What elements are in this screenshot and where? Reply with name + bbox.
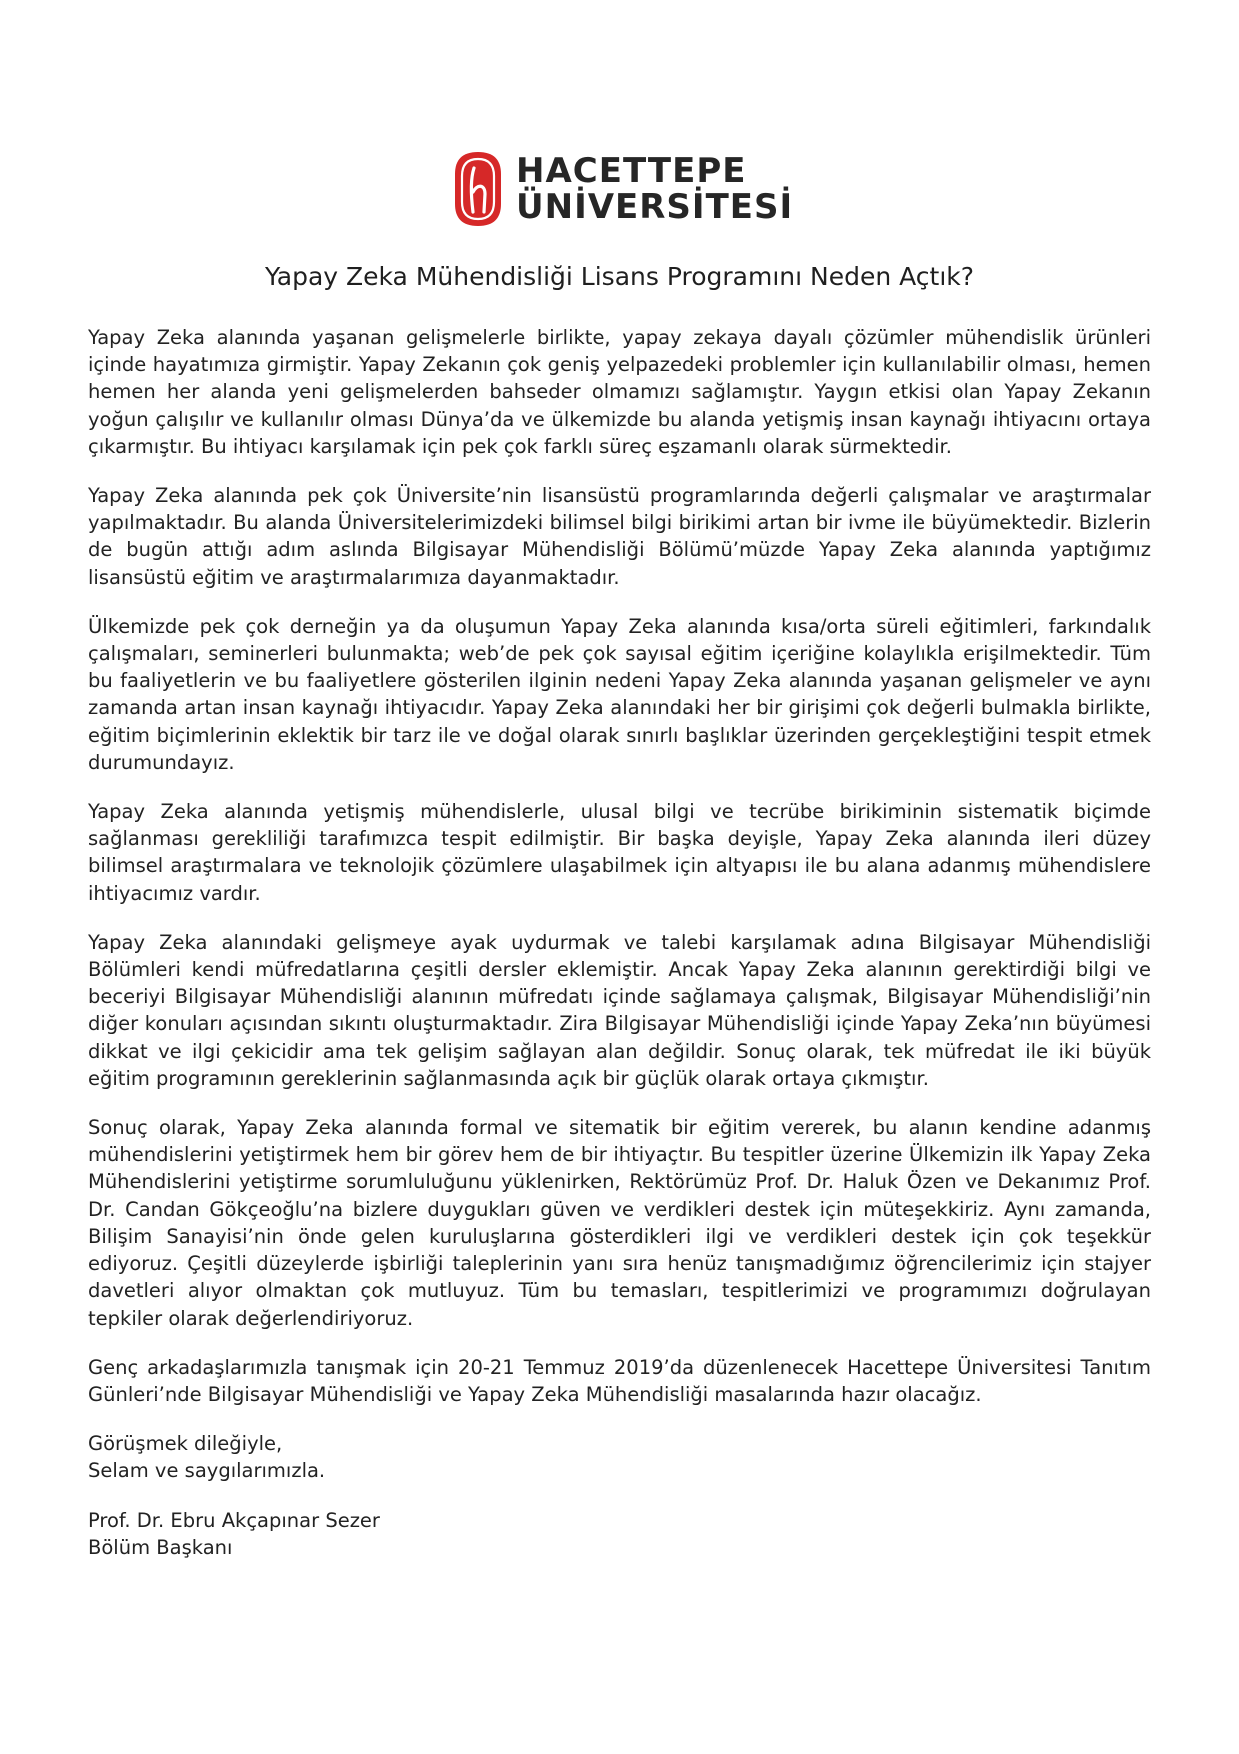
logo-line-1: HACETTEPE xyxy=(516,151,747,191)
paragraph: Genç arkadaşlarımızla tanışmak için 20-21 Temmuz 2019’da düzenlenecek Hacettepe Üniversitesi Tanıtım Günleri’nde Bilgisayar Mühendisliği ve Yapay Zeka Mühendisliği masalarında hazır olacağız. xyxy=(88,1355,1151,1406)
logo-line-2: ÜNİVERSİTESİ xyxy=(516,187,794,227)
paragraph: Yapay Zeka alanında yetişmiş mühendislerle, ulusal bilgi ve tecrübe birikiminin sistematik biçimde sağlanması gerekliliği tarafımızca tespit edilmiştir. Bir başka deyişle, Yapay Zeka alanında ileri düzey bilimsel araştırmalara ve teknolojik çözümlere ulaşabilmek için altyapısı ile bu alana adanmış mühendislere ihtiyacımız vardır. xyxy=(88,800,1151,905)
closing xyxy=(88,1430,1151,1484)
paragraph: Sonuç olarak, Yapay Zeka alanında formal ve sitematik bir eğitim vererek, bu alanın kendine adanmış mühendislerini yetiştirmek hem bir görev hem de bir ihtiyaçtır. Bu tespitler üzerine Ülkemizin ilk Yapay Zeka Mühendislerini yetiştirme sorumluluğunu yüklenirken, Rektörümüz Prof. Dr. Haluk Özen ve Dekanımız Prof. Dr. Candan Gökçeoğlu’na bizlere duygukları güven ve verdikleri destek için müteşekkiriz. Aynı zamanda, Bilişim Sanayisi’nin önde gelen kuruluşlarına gösterdikleri ilgi ve verdikleri destek için çok teşekkür ediyoruz. Çeşitli düzeylerde işbirliği taleplerinin yanı sıra henüz tanışmadığımız öğrencilerimiz için stajyer davetleri alıyor olmaktan çok mutluyuz. Tüm bu temasları, tespitlerimizi ve programımızı doğrulayan tepkiler olarak değerlendiriyoruz. xyxy=(88,1116,1151,1330)
paragraph: Yapay Zeka alanında pek çok Üniversite’nin lisansüstü programlarında değerli çalışmalar ve araştırmalar yapılmaktadır. Bu alanda Üniversitelerimizdeki bilimsel bilgi birikimi artan bir ivme ile büyümektedir. Bizlerin de bugün attığı adım aslında Bilgisayar Mühendisliği Bölümü’müzde Yapay Zeka alanında yaptığımız lisansüstü eğitim ve araştırmalarımıza dayanmaktadır. xyxy=(88,484,1151,589)
paragraph: Yapay Zeka alanında yaşanan gelişmelerle birlikte, yapay zekaya dayalı çözümler mühendislik ürünleri içinde hayatımıza girmiştir. Yapay Zekanın çok geniş yelpazedeki problemler için kullanılabilir olması, hemen hemen her alanda yeni gelişmelerden bahseder olmamızı sağlamıştır. Yaygın etkisi olan Yapay Zekanın yoğun çalışılır ve kullanılır olması Dünya’da ve ülkemizde bu alanda yetişmiş insan kaynağı ihtiyacını ortaya çıkarmıştır. Bu ihtiyacı karşılamak için pek çok farklı süreç eşzamanlı olarak sürmektedir. xyxy=(88,326,1151,458)
hacettepe-emblem-icon xyxy=(452,150,504,228)
university-logo xyxy=(452,150,793,228)
signature-name: Prof. Dr. Ebru Akçapınar Sezer xyxy=(88,1508,380,1532)
logo-text xyxy=(516,153,793,225)
paragraph: Ülkemizde pek çok derneğin ya da oluşumun Yapay Zeka alanında kısa/orta süreli eğitimleri, farkındalık çalışmaları, seminerleri bulunmakta; web’de pek çok sayısal eğitim içeriğine kolaylıkla erişilmektedir. Tüm bu faaliyetlerin ve bu faaliyetlere gösterilen ilginin nedeni Yapay Zeka alanında yaşanan gelişmeler ve aynı zamanda artan insan kaynağı ihtiyacıdır. Yapay Zeka alanındaki her bir girişimi çok değerli bulmakla birlikte, eğitim biçimlerinin eklektik bir tarz ile ve doğal olarak sınırlı başlıklar üzerinden gerçekleştiğini tespit etmek durumundayız. xyxy=(88,614,1151,774)
closing-line-2: Selam ve saygılarımızla. xyxy=(88,1459,326,1483)
paragraph: Yapay Zeka alanındaki gelişmeye ayak uydurmak ve talebi karşılamak adına Bilgisayar Mühendisliği Bölümleri kendi müfredatlarına çeşitli dersler eklemiştir. Ancak Yapay Zeka alanının gerektirdiği bilgi ve beceriyi Bilgisayar Mühendisliği alanının müfredatı içinde sağlamaya çalışmak, Bilgisayar Mühendisliği’nin diğer konuları açısından sıkıntı oluşturmaktadır. Zira Bilgisayar Mühendisliği içinde Yapay Zeka’nın büyümesi dikkat ve ilgi çekicidir ama tek gelişim sağlayan alan değildir. Sonuç olarak, tek müfredat ile iki büyük eğitim programının gereklerinin sağlanmasında açık bir güçlük olarak ortaya çıkmıştır. xyxy=(88,930,1151,1090)
signature-role: Bölüm Başkanı xyxy=(88,1535,233,1559)
page-title: Yapay Zeka Mühendisliği Lisans Programını Neden Açtık? xyxy=(264,262,975,291)
letter-body xyxy=(88,324,1151,1583)
closing-line-1: Görüşmek dileğiyle, xyxy=(88,1432,283,1456)
signature xyxy=(88,1507,1151,1561)
closing-block xyxy=(88,1430,1151,1561)
